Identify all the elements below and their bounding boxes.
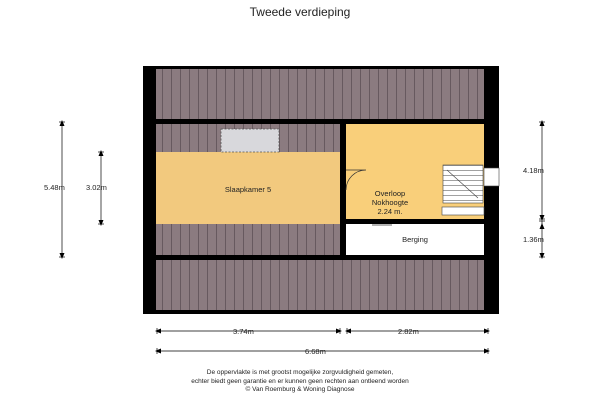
landing-ridge-label: Nokhoogte	[371, 198, 409, 207]
roof-bottom	[156, 260, 484, 310]
room-label-storage: Berging	[402, 235, 428, 244]
room-label-landing	[350, 189, 430, 216]
wall-vertical	[340, 124, 346, 224]
dim-right-bottom: 1.36m	[523, 235, 544, 244]
dim-bottom-left: 3.74m	[233, 327, 254, 336]
disclaimer-line-2: echter biedt geen garantie en er kunnen geen rechten aan ontleend worden	[191, 377, 409, 385]
wall-storage	[346, 219, 484, 224]
dim-left-inner: 3.02m	[86, 183, 107, 192]
stair-rail	[442, 207, 484, 215]
disclaimer	[0, 369, 600, 395]
copyright: © Van Roemburg & Woning Diagnose	[245, 386, 355, 393]
dim-bottom-total: 6.68m	[305, 347, 326, 356]
landing-name: Overloop	[374, 189, 406, 198]
disclaimer-line-1: De oppervlakte is met grootst mogelijke zorgvuldigheid gemeten,	[206, 369, 394, 376]
wall-bottom-inner	[156, 255, 484, 260]
roof-left-mid-bottom	[156, 224, 340, 255]
dim-right-top: 4.18m	[523, 166, 544, 175]
dim-left-outer: 5.48m	[44, 183, 65, 192]
window-right	[484, 168, 499, 186]
roof-top	[156, 69, 484, 119]
skylight	[221, 129, 279, 152]
wall-top-inner	[156, 119, 484, 124]
landing-ridge-height: 2.24 m.	[377, 207, 403, 216]
dim-bottom-right: 2.82m	[398, 327, 419, 336]
floor-title: Tweede verdieping	[249, 5, 351, 19]
room-label-bedroom: Slaapkamer 5	[224, 185, 272, 194]
